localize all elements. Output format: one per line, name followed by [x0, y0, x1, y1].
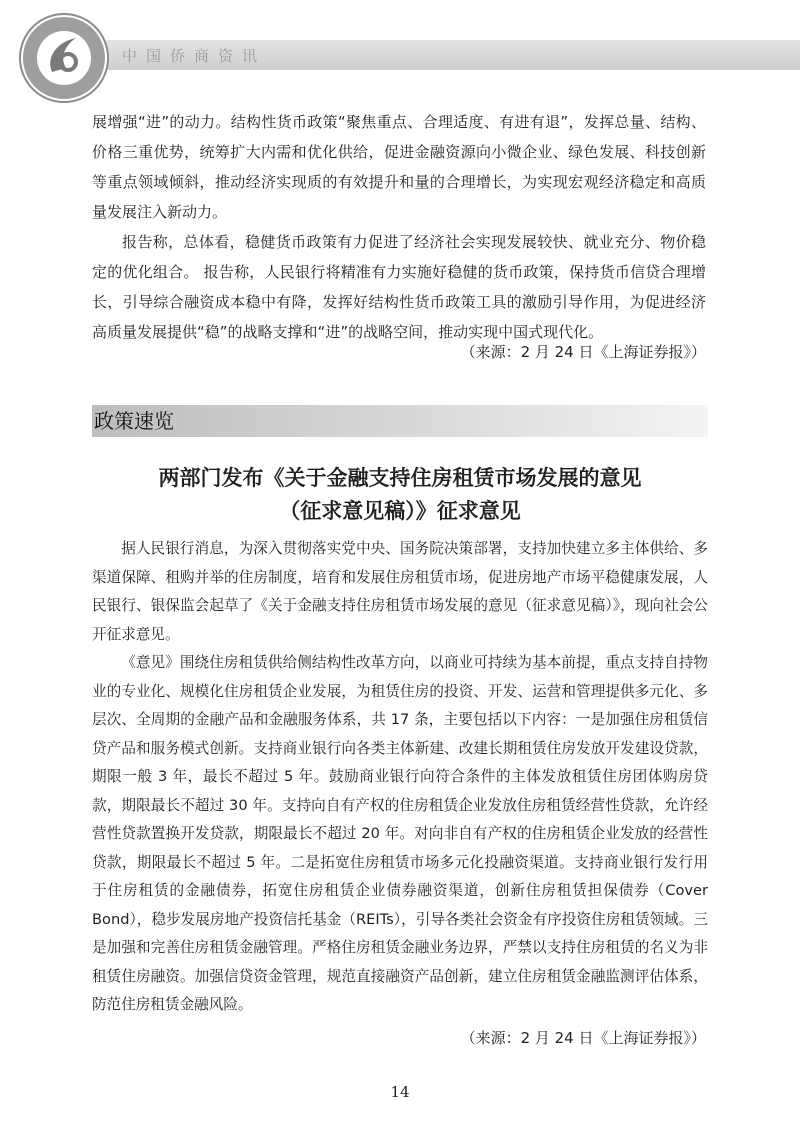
section-bar	[92, 405, 708, 437]
article2-title	[92, 462, 708, 528]
article1-paragraph-continued: 展增强“进”的动力。结构性货币政策“聚焦重点、合理适度、有进有退”，发挥总量、结构、价格三重优势，统筹扩大内需和优化供给，促进金融资源向小微企业、绿色发展、科技创新等重点领域倾斜，推动经济实现质的有效提升和量的合理增长，为实现宏观经济稳定和高质量发展注入新动力。	[92, 113, 706, 221]
article1-paragraph-2: 报告称，总体看，稳健货币政策有力促进了经济社会实现发展较快、就业充分、物价稳定的优化组合。 报告称，人民银行将精准有力实施好稳健的货币政策，保持货币信贷合理增长，引导综合融资成本稳中有降，发挥好结构性货币政策工具的激励引导作用，为促进经济高质量发展提供“稳”的战略支撑和“进”的战略空间，推动实现中国式现代化。	[92, 233, 706, 341]
article1-source: （来源：2 月 24 日《上海证券报》）	[460, 343, 706, 361]
header-title: 中国侨商资讯	[122, 47, 267, 65]
article2-title-line1: 两部门发布《关于金融支持住房租赁市场发展的意见	[158, 466, 642, 490]
section-title: 政策速览	[94, 409, 174, 433]
article2-source: （来源：2 月 24 日《上海证券报》）	[460, 1029, 706, 1047]
article2-title-line2: （征求意见稿）》征求意见	[279, 499, 521, 523]
article2-paragraph-1: 据人民银行消息，为深入贯彻落实党中央、国务院决策部署，支持加快建立多主体供给、多渠道保障、租购并举的住房制度，培育和发展住房租赁市场，促进房地产市场平稳健康发展，人民银行、银保监会起草了《关于金融支持住房租赁市场发展的意见（征求意见稿）》，现向社会公开征求意见。	[92, 540, 708, 643]
article2-paragraph-2: 《意见》围绕住房租赁供给侧结构性改革方向，以商业可持续为基本前提，重点支持自持物业的专业化、规模化住房租赁企业发展，为租赁住房的投资、开发、运营和管理提供多元化、多层次、全周期的金融产品和金融服务体系，共 17 条，主要包括以下内容：一是加强住房租赁信贷产品和服务模式创新。支持商业银行向各类主体新建、改建长期租赁住房发放开发建设贷款，期限一般 3 年，最长不超过 5 年。鼓励商业银行向符合条件的主体发放租赁住房团体购房贷款，期限最长不超过 30 年。支持向自有产权的住房租赁企业发放住房租赁经营性贷款，允许经营性贷款置换开发贷款，期限最长不超过 20 年。对向非自有产权的住房租赁企业发放的经营性贷款，期限最长不超过 5 年。二是拓宽住房租赁市场多元化投融资渠道。支持商业银行发行用于住房租赁的金融债券，拓宽住房租赁企业债券融资渠道，创新住房租赁担保债券（Cover Bond），稳步发展房地产投资信托基金（REITs），引导各类社会资金有序投资住房租赁领域。三是加强和完善住房租赁金融管理。严格住房租赁金融业务边界，严禁以支持住房租赁的名义为非租赁住房融资。加强信贷资金管理，规范直接融资产品创新，建立住房租赁金融监测评估体系，防范住房租赁金融风险。	[92, 654, 708, 1013]
logo-icon	[18, 12, 110, 104]
page-number: 14	[390, 1083, 410, 1101]
